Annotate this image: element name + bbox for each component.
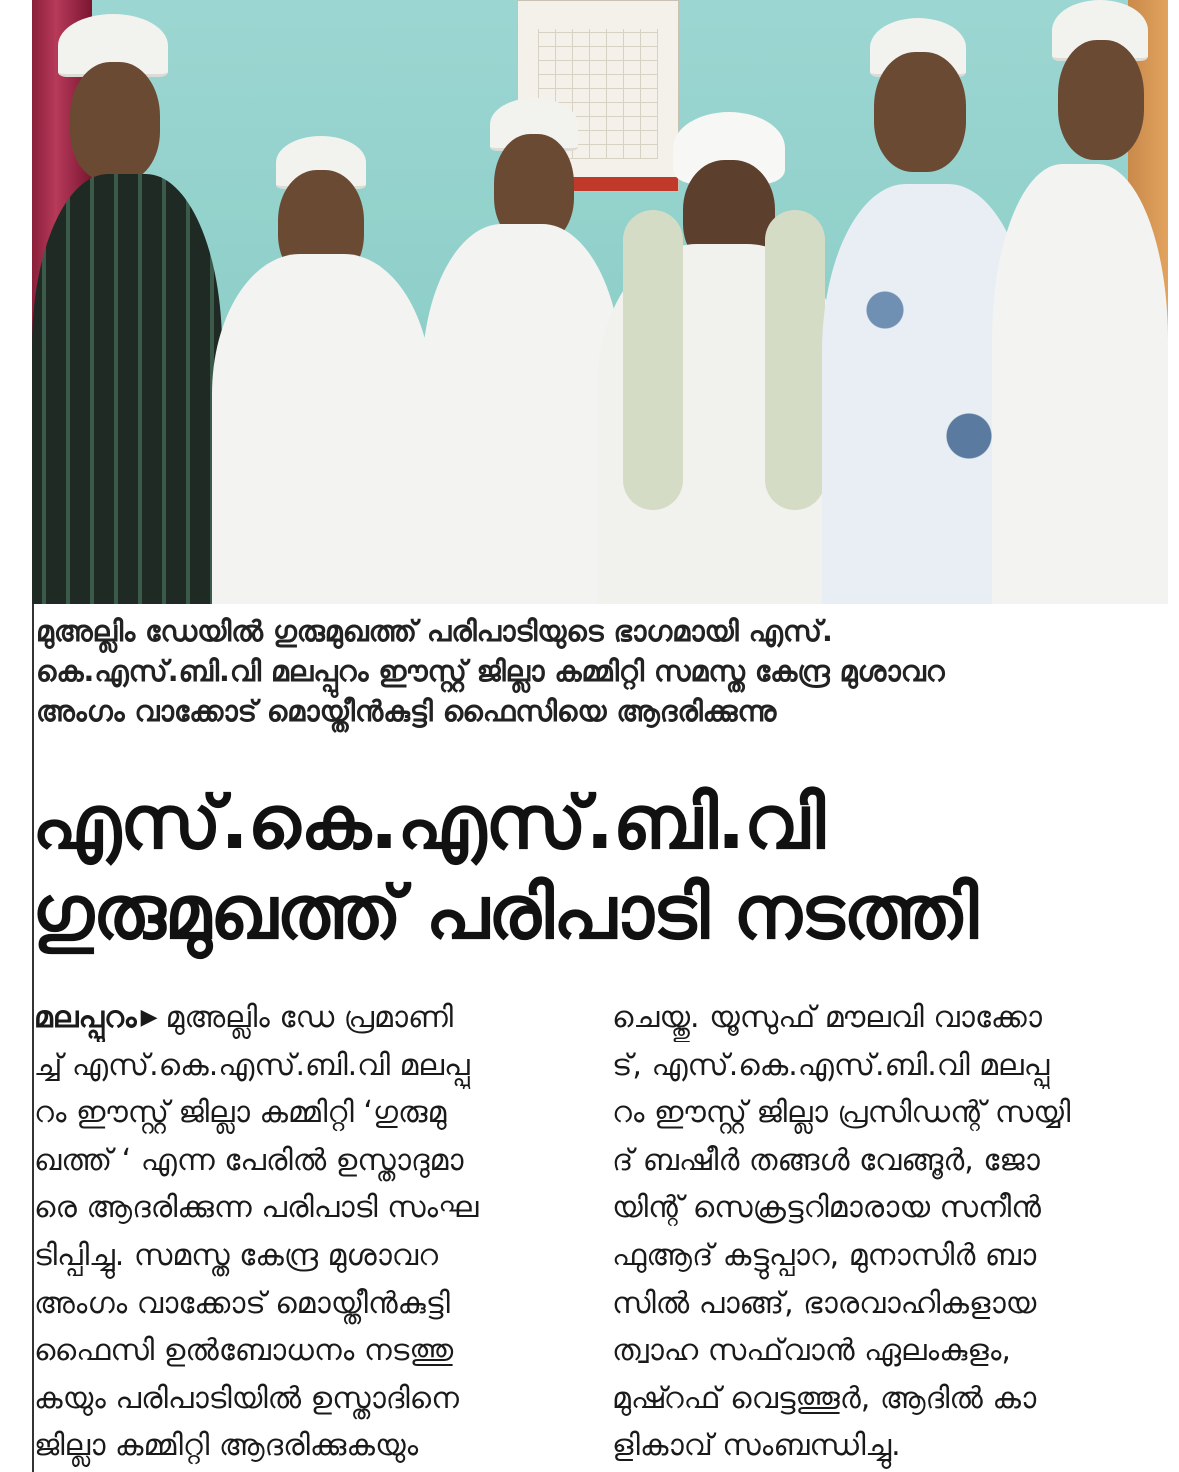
person-1 <box>32 0 222 604</box>
caption-line: മുഅല്ലിം ഡേയിൽ ഗുരുമുഖത്ത് പരിപാടിയുടെ ഭാഗമായി എസ്. <box>36 615 833 648</box>
person-4 <box>597 0 847 604</box>
article-line: ത്വാഹ സഫ്‌വാൻ ഏലംകുളം, <box>612 1333 1011 1369</box>
article-text: മുഅല്ലിം ഡേ പ്രമാണി <box>165 1000 454 1035</box>
caption-line: അംഗം വാക്കോട് മൊയ്തീൻകുട്ടി ഫൈസിയെ ആദരിക്കുന്നു <box>36 695 777 728</box>
news-photo <box>32 0 1168 604</box>
shirt <box>422 224 622 604</box>
article-line: റം ഈസ്റ്റ് ജില്ലാ പ്രസിഡന്റ് സയ്യി <box>612 1095 1071 1131</box>
article-column-right <box>612 994 1152 1470</box>
article-first-line <box>34 994 574 1042</box>
shirt <box>992 164 1168 604</box>
article-column-left <box>34 994 574 1470</box>
headline-line-1: എസ്.കെ.എസ്.ബി.വി <box>32 780 825 866</box>
article-line: ടിപ്പിച്ചു. സമസ്ത കേന്ദ്ര മുശാവറ <box>34 1237 438 1273</box>
article-line: ച്ച് എസ്.കെ.എസ്.ബി.വി മലപ്പു <box>34 1047 470 1083</box>
shirt <box>212 254 432 604</box>
article-line: ഫുആദ് കട്ടുപ്പാറ, മുനാസിർ ബാ <box>612 1237 1037 1273</box>
person-3 <box>422 0 622 604</box>
caption-line: കെ.എസ്.ബി.വി മലപ്പുറം ഈസ്റ്റ് ജില്ലാ കമ്മിറ്റി സമസ്ത കേന്ദ്ര മുശാവറ <box>36 655 945 688</box>
article-line: മുഷ്റഫ് വെട്ടത്തൂർ, ആദിൽ കാ <box>612 1380 1037 1416</box>
article-line: ജില്ലാ കമ്മിറ്റി ആദരിക്കുകയും <box>34 1428 419 1464</box>
person-2 <box>212 0 432 604</box>
dateline: മലപ്പുറം <box>34 1000 137 1035</box>
photo-caption <box>36 612 1146 732</box>
article-line: യിന്റ് സെക്രട്ടറിമാരായ സനീൻ <box>612 1190 1041 1226</box>
article-line: സിൽ പാങ്ങ്, ഭാരവാഹികളായ <box>612 1285 1037 1321</box>
headline-line-2: ഗുരുമുഖത്ത് പരിപാടി നടത്തി <box>32 870 978 956</box>
article-line: ചെയ്തു. യൂസുഫ് മൗലവി വാക്കോ <box>612 1000 1042 1035</box>
article-line: ദ് ബഷീർ തങ്ങൾ വേങ്ങൂർ, ജോ <box>612 1142 1040 1178</box>
dateline-arrow-icon: ▶ <box>140 1005 158 1030</box>
shirt <box>32 174 222 604</box>
article-line: കയും പരിപാടിയിൽ ഉസ്താദിനെ <box>34 1380 459 1416</box>
article-line: ളികാവ് സംബന്ധിച്ചു. <box>612 1428 901 1464</box>
person-6 <box>992 0 1168 604</box>
face <box>70 62 160 182</box>
shawl <box>623 210 683 510</box>
article-line: ട്, എസ്.കെ.എസ്.ബി.വി മലപ്പു <box>612 1047 1050 1083</box>
face <box>874 52 966 172</box>
article-line: റം ഈസ്റ്റ് ജില്ലാ കമ്മിറ്റി ‘ഗുരുമു <box>34 1095 447 1131</box>
shawl <box>765 210 825 510</box>
article-line: ഖത്ത് ‘ എന്ന പേരിൽ ഉസ്താദുമാ <box>34 1142 464 1178</box>
face <box>1058 40 1144 160</box>
article-line: ഫൈസി ഉൽബോധനം നടത്തു <box>34 1333 454 1369</box>
article-line: രെ ആദരിക്കുന്ന പരിപാടി സംഘ <box>34 1190 479 1226</box>
article-line: അംഗം വാക്കോട് മൊയ്തീൻകുട്ടി <box>34 1285 450 1321</box>
headline <box>32 778 1152 958</box>
